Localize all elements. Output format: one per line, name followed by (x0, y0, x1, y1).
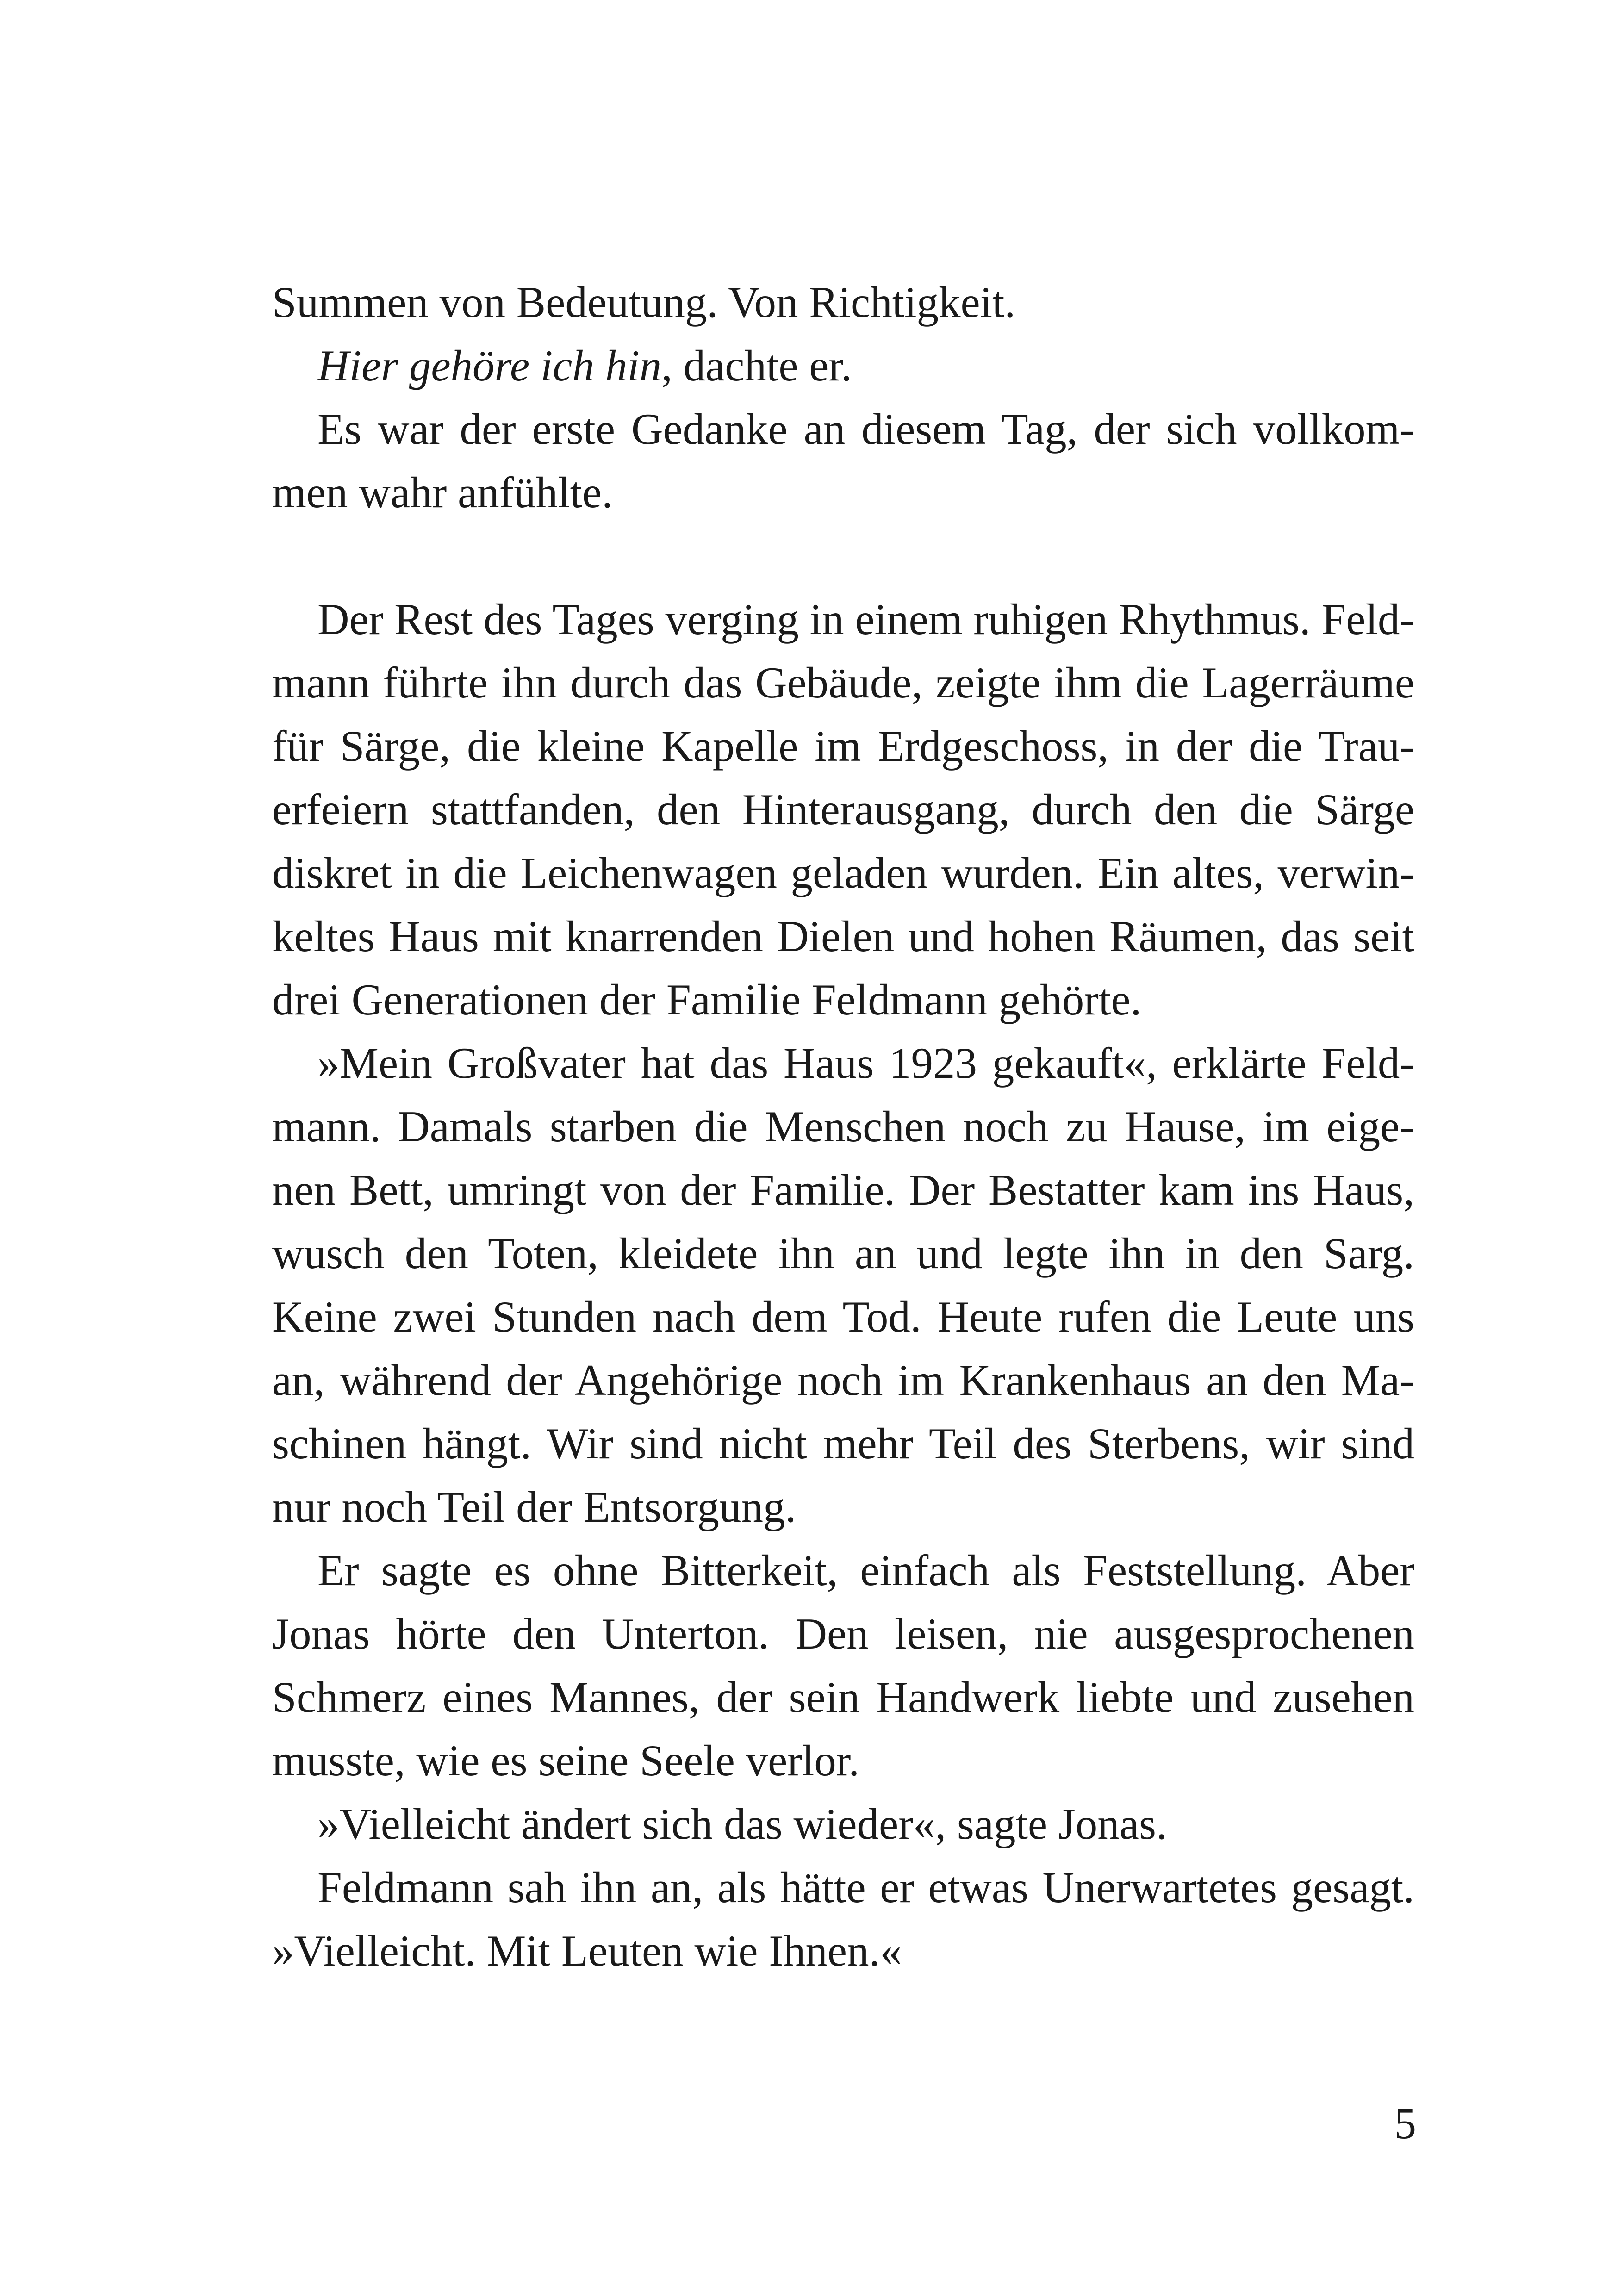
text-line: Schmerz eines Mannes, der sein Handwerk liebte und zusehen (272, 1673, 1414, 1722)
text-line: »Mein Großvater hat das Haus 1923 gekauft«, erklärte Feld- (317, 1039, 1414, 1088)
text-line: keltes Haus mit knarrenden Dielen und hohen Räumen, das seit (272, 912, 1414, 961)
text-line: mann. Damals starben die Menschen noch zu Hause, im eige- (272, 1102, 1414, 1151)
text-line: Summen von Bedeutung. Von Richtigkeit. (272, 278, 1016, 327)
text-line: Es war der erste Gedanke an diesem Tag, der sich vollkom- (317, 404, 1414, 454)
text-line: drei Generationen der Familie Feldmann gehörte. (272, 975, 1142, 1024)
text-line: men wahr anfühlte. (272, 468, 613, 517)
text-line: an, während der Angehörige noch im Krankenhaus an den Ma- (272, 1356, 1414, 1405)
text-line: Keine zwei Stunden nach dem Tod. Heute rufen die Leute uns (272, 1292, 1414, 1341)
text-line: diskret in die Leichenwagen geladen wurden. Ein altes, verwin- (272, 848, 1414, 897)
text-line: mann führte ihn durch das Gebäude, zeigte ihm die Lagerräume (272, 658, 1414, 707)
text-line: nen Bett, umringt von der Familie. Der Bestatter kam ins Haus, (272, 1165, 1414, 1214)
text-line: schinen hängt. Wir sind nicht mehr Teil des Sterbens, wir sind (272, 1419, 1414, 1468)
page-number: 5 (1394, 2099, 1416, 2148)
text-line: Feldmann sah ihn an, als hätte er etwas Unerwartetes gesagt. (317, 1863, 1414, 1912)
text-line: Der Rest des Tages verging in einem ruhigen Rhythmus. Feld- (317, 595, 1414, 644)
text-line: nur noch Teil der Entsorgung. (272, 1482, 797, 1531)
text-line: musste, wie es seine Seele verlor. (272, 1736, 859, 1785)
text-line: »Vielleicht. Mit Leuten wie Ihnen.« (272, 1926, 902, 1975)
text-line: »Vielleicht ändert sich das wieder«, sagte Jonas. (317, 1799, 1167, 1848)
italic-thought: Hier gehöre ich hin (317, 341, 662, 390)
text-line: Er sagte es ohne Bitterkeit, einfach als Feststellung. Aber (317, 1546, 1414, 1595)
text-line: für Särge, die kleine Kapelle im Erdgeschoss, in der die Trau- (272, 722, 1414, 771)
text-line (272, 334, 1414, 398)
body-text (272, 271, 1414, 1983)
text-fragment: , dachte er. (661, 341, 852, 390)
section-break (272, 524, 1414, 588)
text-line: erfeiern stattfanden, den Hinterausgang, durch den die Särge (272, 785, 1414, 834)
text-line: wusch den Toten, kleidete ihn an und legte ihn in den Sarg. (272, 1229, 1414, 1278)
text-line: Jonas hörte den Unterton. Den leisen, nie ausgesprochenen (272, 1609, 1414, 1658)
